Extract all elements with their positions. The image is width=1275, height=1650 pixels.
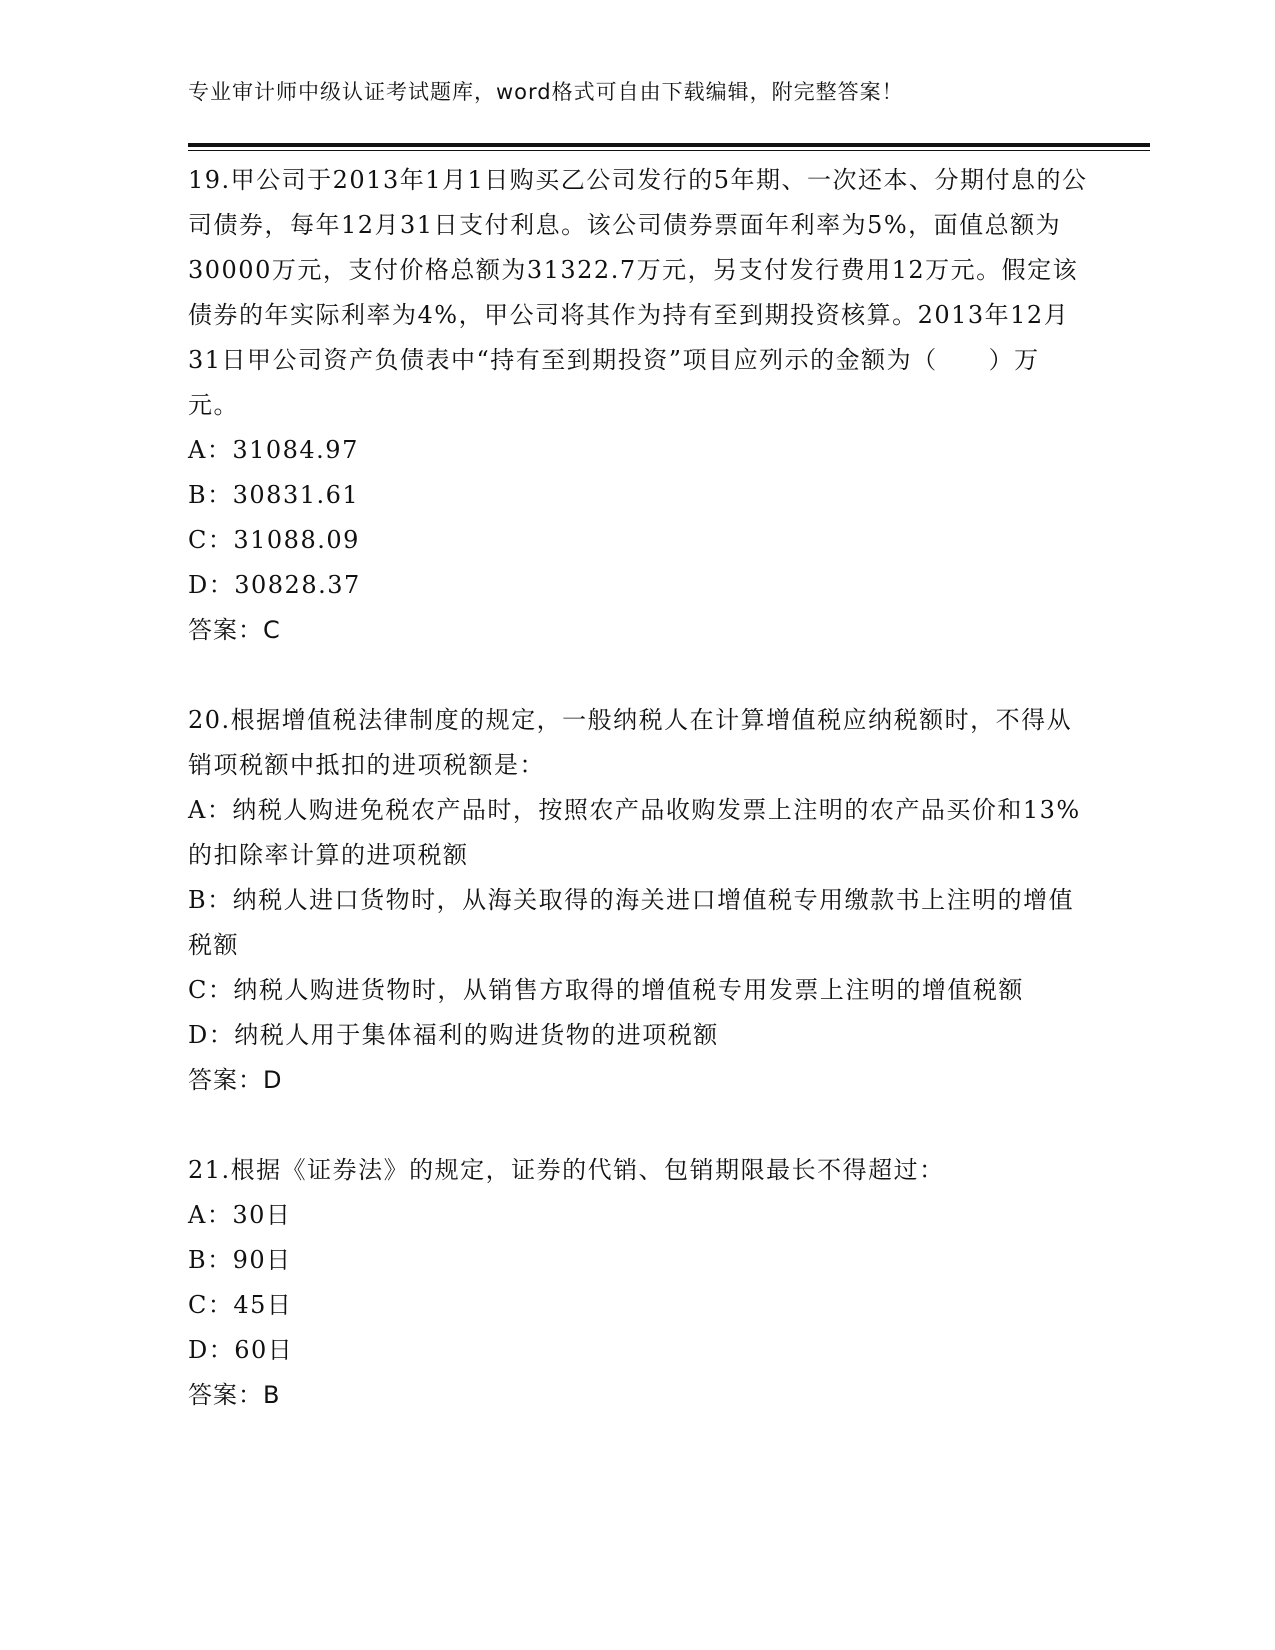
answer-line: 答案：D xyxy=(188,1066,283,1094)
question-20 xyxy=(188,698,1088,1103)
question-stem: 21.根据《证券法》的规定，证券的代销、包销期限最长不得超过： xyxy=(188,1156,945,1184)
option-d: D：30828.37 xyxy=(188,571,361,599)
option-c: C：纳税人购进货物时，从销售方取得的增值税专用发票上注明的增值税额 xyxy=(188,976,1024,1004)
question-21 xyxy=(188,1148,1088,1418)
page-header: 专业审计师中级认证考试题库，word格式可自由下载编辑，附完整答案！ xyxy=(188,80,904,104)
answer-line: 答案：C xyxy=(188,616,281,644)
question-19 xyxy=(188,158,1088,653)
option-b: B：30831.61 xyxy=(188,481,360,509)
question-stem: 20.根据增值税法律制度的规定，一般纳税人在计算增值税应纳税额时，不得从销项税额中抵扣的进项税额是： xyxy=(188,706,1073,779)
option-d: D：60日 xyxy=(188,1336,294,1364)
question-spacer xyxy=(188,1103,1088,1148)
option-a: A：30日 xyxy=(188,1201,292,1229)
header-rule-thin xyxy=(188,150,1150,151)
question-spacer xyxy=(188,653,1088,698)
option-b: B：纳税人进口货物时，从海关取得的海关进口增值税专用缴款书上注明的增值税额 xyxy=(188,886,1075,959)
option-a: A：纳税人购进免税农产品时，按照农产品收购发票上注明的农产品买价和13%的扣除率计算的进项税额 xyxy=(188,796,1081,869)
option-d: D：纳税人用于集体福利的购进货物的进项税额 xyxy=(188,1021,719,1049)
option-a: A：31084.97 xyxy=(188,436,359,464)
option-c: C：31088.09 xyxy=(188,526,360,554)
header-rule-thick xyxy=(188,143,1150,147)
option-b: B：90日 xyxy=(188,1246,292,1274)
question-list xyxy=(188,158,1088,1418)
option-c: C：45日 xyxy=(188,1291,293,1319)
question-stem: 19.甲公司于2013年1月1日购买乙公司发行的5年期、一次还本、分期付息的公司债券，每年12月31日支付利息。该公司债券票面年利率为5%，面值总额为30000万元，支付价格总额为31322.7万元，另支付发行费用12万元。假定该债券的年实际利率为4%，甲公司将其作为持有至到期投资核算。2013年12月31日甲公司资产负债表中“持有至到期投资”项目应列示的金额为（ ）万元。 xyxy=(188,166,1088,419)
answer-line: 答案：B xyxy=(188,1381,281,1409)
